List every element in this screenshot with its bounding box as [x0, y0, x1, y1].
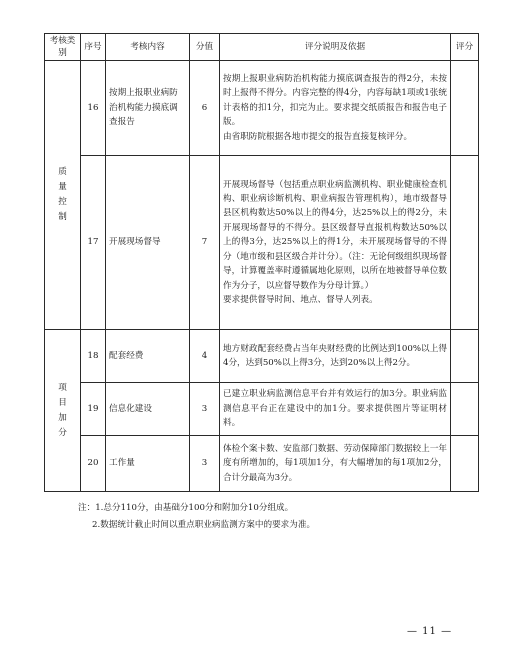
header-category: 考核类别	[45, 34, 81, 61]
row-index: 19	[81, 383, 106, 436]
row-description: 按期上报职业病防治机构能力摸底调查报告的得2分，未按时上报得不得分。内容完整的得4分，内容每缺1项或1张统计表格的扣1分，扣完为止。要求提交纸质报告和报告电子版。 由省职防院根据各地市提交的报告直接复核评分。	[220, 61, 451, 156]
category-quality-control	[45, 61, 81, 330]
header-content: 考核内容	[106, 34, 190, 61]
row-content: 开展现场督导	[106, 156, 190, 330]
row-score: 3	[190, 436, 220, 492]
row-description: 体检个案卡数、安监部门数据、劳动保障部门数据较上一年度有所增加的，每1项加1分，有大幅增加的每1项加2分，合计分最高为3分。	[220, 436, 451, 492]
header-description: 评分说明及依据	[220, 34, 451, 61]
row-index: 17	[81, 156, 106, 330]
row-result	[451, 436, 479, 492]
row-result	[451, 61, 479, 156]
row-description: 开展现场督导（包括重点职业病监测机构、职业健康检查机构、职业病诊断机构、职业病报告管理机构），地市级督导县区机构数达50%以上的得4分，达25%以上的得2分，未开展现场督导的不得分。县区级督导直报机构数达50%以上的得3分，达25%以上的得1分，未开展现场督导的不得分（地市级和县区级合并计分）。（注：无论何级组织现场督导，计算覆盖率时遵循属地化原则，以所在地被督导单位数作为分子，以应督导数作为分母计算。） 要求提供督导时间、地点、督导人列表。	[220, 156, 451, 330]
table-header-row	[45, 34, 479, 61]
row-score: 6	[190, 61, 220, 156]
row-content: 信息化建设	[106, 383, 190, 436]
table-row	[45, 156, 479, 330]
row-index: 20	[81, 436, 106, 492]
row-description: 地方财政配套经费占当年央财经费的比例达到100%以上得4分，达到50%以上得3分，达到20%以上得2分。	[220, 330, 451, 383]
table-notes	[78, 500, 315, 534]
row-content: 配套经费	[106, 330, 190, 383]
category-bonus	[45, 330, 81, 492]
table-row	[45, 436, 479, 492]
row-result	[451, 383, 479, 436]
row-content: 工作量	[106, 436, 190, 492]
row-description: 已建立职业病监测信息平台并有效运行的加3分。职业病监测信息平台正在建设中的加1分。要求提供图片等证明材料。	[220, 383, 451, 436]
table-row	[45, 383, 479, 436]
page-number: — 11 —	[407, 626, 453, 637]
row-index: 18	[81, 330, 106, 383]
note-line-1: 注：1.总分110分，由基础分100分和附加分10分组成。	[78, 503, 294, 513]
row-score: 3	[190, 383, 220, 436]
category-label: 质量控制	[58, 167, 67, 222]
table-row	[45, 61, 479, 156]
note-line-2: 2.数据统计截止时间以重点职业病监测方案中的要求为准。	[92, 520, 316, 530]
row-result	[451, 330, 479, 383]
row-score: 4	[190, 330, 220, 383]
assessment-table	[44, 33, 479, 492]
table-row	[45, 330, 479, 383]
row-index: 16	[81, 61, 106, 156]
header-result: 评分	[451, 34, 479, 61]
row-content: 按期上报职业病防治机构能力摸底调查报告	[106, 61, 190, 156]
header-score: 分值	[190, 34, 220, 61]
row-result	[451, 156, 479, 330]
header-index: 序号	[81, 34, 106, 61]
category-label: 项目加分	[58, 382, 67, 438]
row-score: 7	[190, 156, 220, 330]
